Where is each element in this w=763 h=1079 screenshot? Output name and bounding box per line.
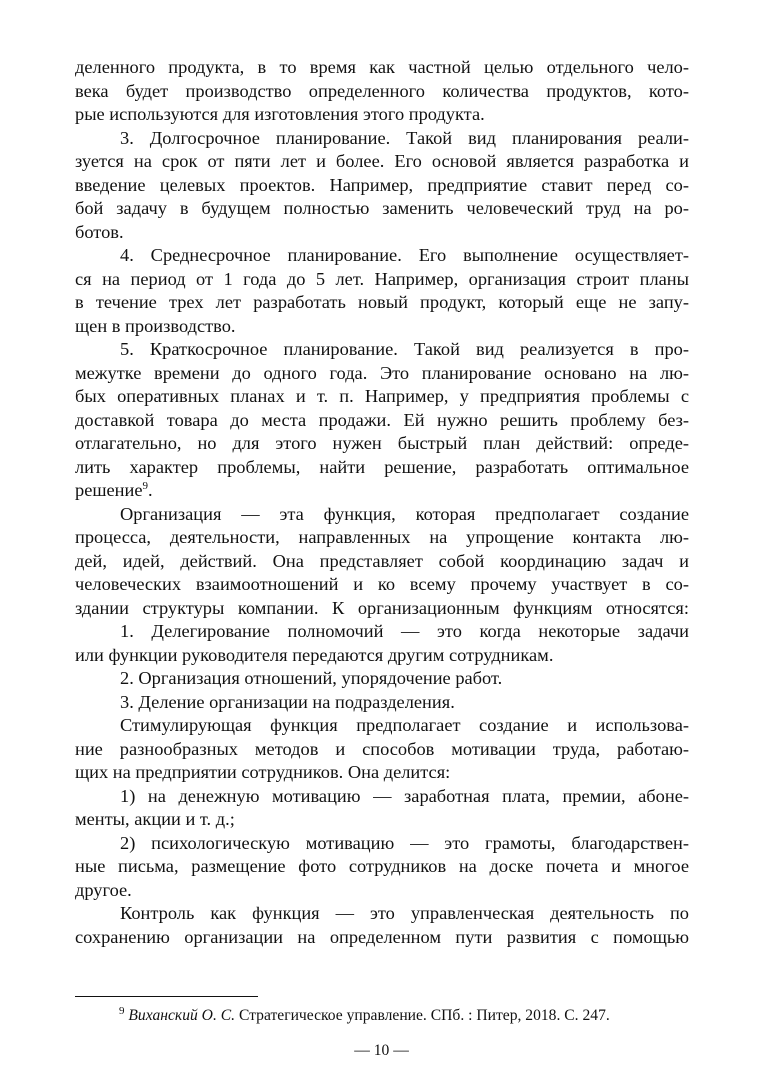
text-line: века будет производство определенного количества продуктов, кото- [75,80,689,101]
text-line: дей, идей, действий. Она представляет собой координацию задач и [75,550,689,571]
text-line: ние разнообразных методов и способов мотивации труда, работаю- [75,738,689,759]
text-line: человеческих взаимоотношений и ко всему прочему участвует в со- [75,574,689,594]
text-line: процесса, деятельности, направленных на упрощение контакта лю- [75,527,689,547]
text-line: деленного продукта, в то время как частной целью отдельного чело- [75,57,689,77]
text-line: рые используются для изготовления этого продукта. [75,104,485,124]
text-line: сохранению организации на определенном пути развития с помощью [75,926,689,947]
text-line: другое. [75,879,132,900]
footnote-text: Стратегическое управление. СПб. : Питер, 2018. С. 247. [235,1007,610,1024]
text-line-with-footnote: решение$^9$. [75,479,153,500]
text-line: доставкой товара до места продажи. Ей нужно решить проблему без- [75,409,689,430]
text-line: 1) на денежную мотивацию — заработная плата, премии, абоне- [120,785,689,806]
text-line: 3. Долгосрочное планирование. Такой вид планирования реали- [120,127,689,148]
text-line: 5. Краткосрочное планирование. Такой вид реализуется в про- [120,339,689,359]
text-line: зуется на срок от пяти лет и более. Его основой является разработка и [75,151,689,171]
text-line: бой задачу в будущем полностью заменить человеческий труд на ро- [75,198,689,218]
text-line: бых оперативных планах и т. п. Например, у предприятия проблемы с [75,386,689,406]
text-line: здании структуры компании. К организационным функциям относятся: [75,597,689,618]
text-line: ные письма, размещение фото сотрудников на доске почета и многое [75,856,689,876]
text-line: щих на предприятии сотрудников. Она делится: [75,762,451,782]
text-line: Организация — эта функция, которая предполагает создание [120,503,689,524]
text-line: ся на период от 1 года до 5 лет. Например, организация строит планы [75,268,689,289]
text-line: 2) психологическую мотивацию — это грамоты, благодарствен- [120,832,689,853]
text-line: 4. Среднесрочное планирование. Его выполнение осуществляет- [120,245,689,265]
text-line: Стимулирующая функция предполагает создание и использова- [120,715,689,735]
text-line: щен в производство. [75,315,236,336]
page-number: — 10 — [354,1042,409,1059]
footnote-reference[interactable]: 9 [142,479,149,492]
footnote-author: Виханский О. С. [128,1007,236,1024]
text-line: ботов. [75,221,124,242]
text-line: в течение трех лет разработать новый продукт, который еще не запу- [75,292,689,312]
text-line: отлагательно, но для этого нужен быстрый план действий: опреде- [75,433,689,453]
text-line: 2. Организация отношений, упорядочение работ. [120,668,503,688]
text-line: лить характер проблемы, найти решение, разработать оптимальное [75,456,689,477]
footnote-number: 9 [119,1004,125,1017]
text-line: или функции руководителя передаются другим сотрудникам. [75,644,554,665]
footnote-separator [75,996,258,997]
text-fragment: решение [75,480,143,500]
text-line: Контроль как функция — это управленческая деятельность по [120,903,689,923]
text-line: менты, акции и т. д.; [75,809,235,829]
text-line: межутке времени до одного года. Это планирование основано на лю- [75,362,689,383]
footnote [119,1006,610,1026]
text-line: 1. Делегирование полномочий — это когда некоторые задачи [120,621,689,641]
text-line: введение целевых проектов. Например, предприятие ставит перед со- [75,174,689,195]
text-line: 3. Деление организации на подразделения. [120,691,455,712]
